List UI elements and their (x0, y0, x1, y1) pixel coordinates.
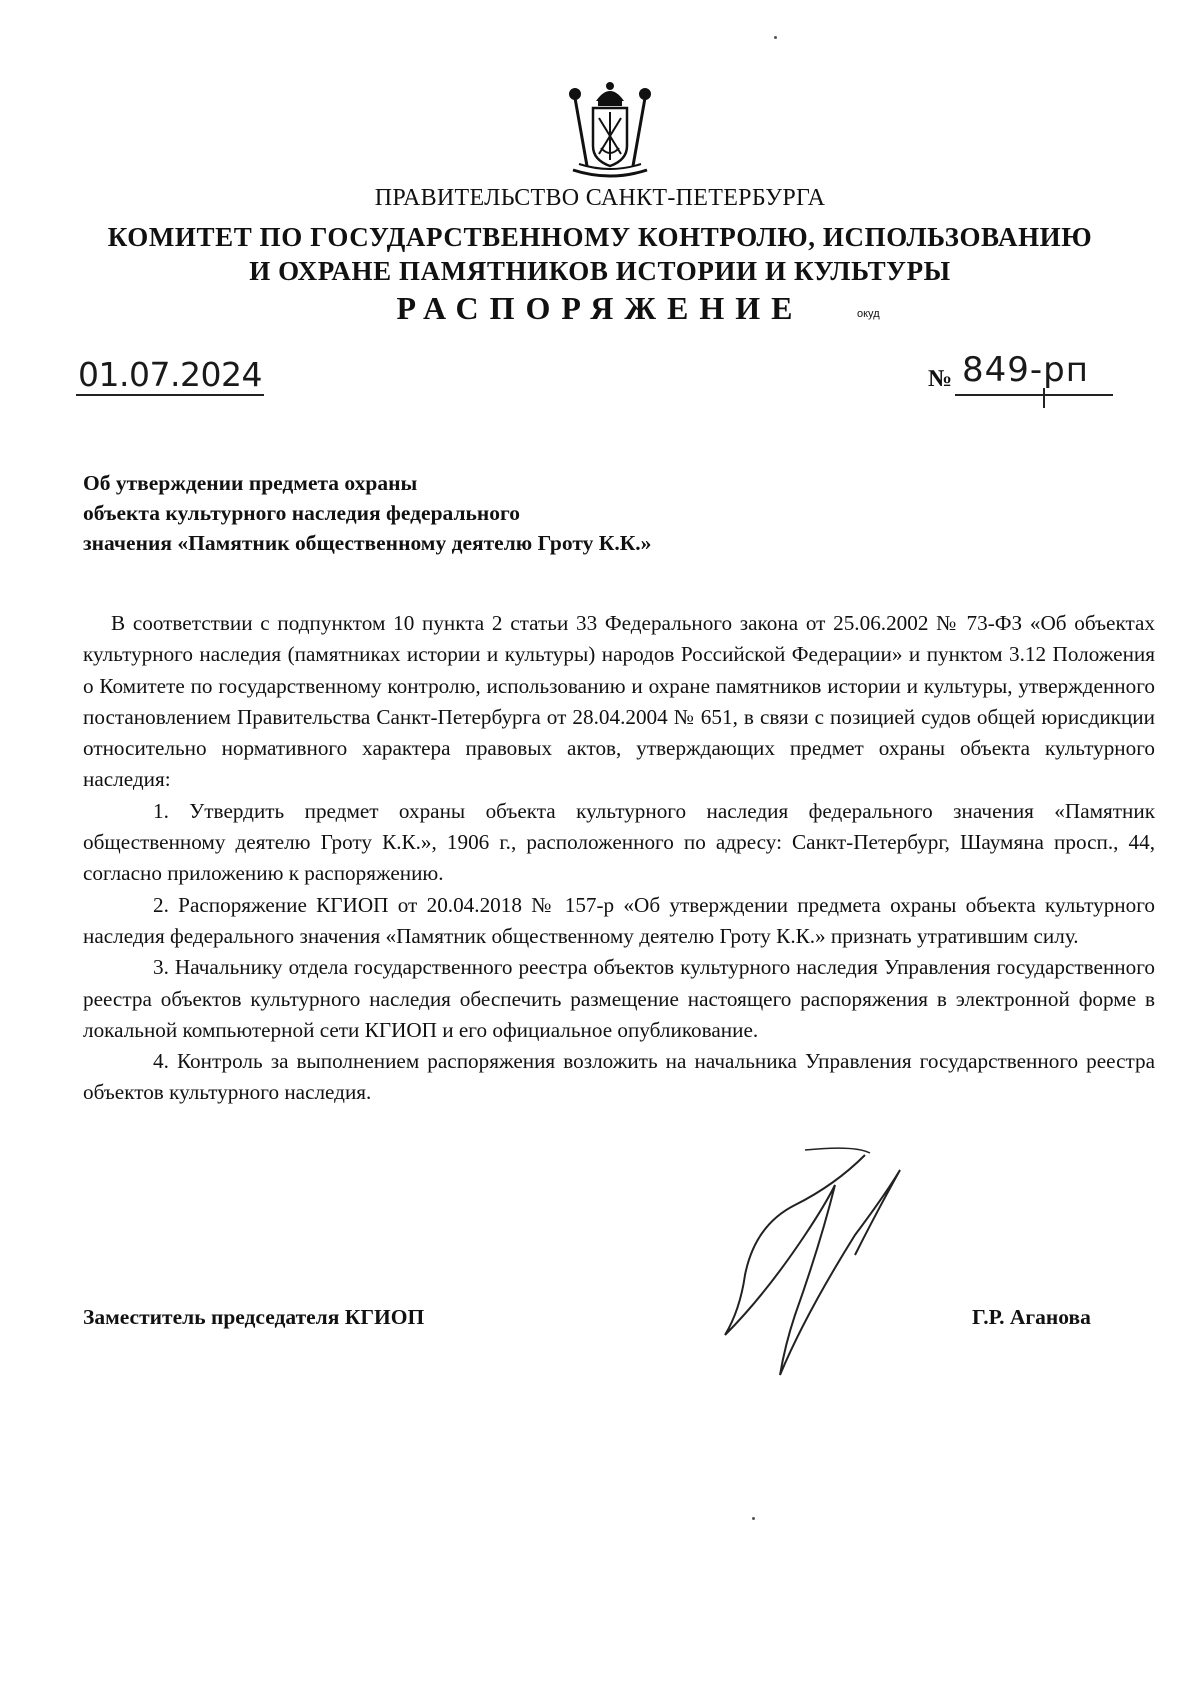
document-date: 01.07.2024 (78, 355, 262, 394)
number-underline (955, 394, 1113, 396)
document-number: 849-рп (962, 350, 1089, 390)
scan-speck (774, 36, 777, 39)
document-body (83, 608, 1155, 1109)
number-sign: № (928, 366, 953, 392)
document-type-title: РАСПОРЯЖЕНИЕ (396, 290, 804, 326)
signer-position: Заместитель председателя КГИОП (83, 1305, 425, 1329)
order-item-1: 1. Утвердить предмет охраны объекта культурного наследия федерального значения «Памятник общественному деятелю Гроту К.К.», 1906 г., расположенного по адресу: Санкт-Петербург, Шаумяна просп., 44, согласно приложению к распоряжению. (83, 798, 1155, 886)
okud-label: окуд (857, 308, 880, 320)
order-item-3: 3. Начальнику отдела государственного реестра объектов культурного наследия Управления государственного реестра объектов культурного наследия обеспечить размещение настоящего распоряжения в электронной форме в локальной компьютерной сети КГИОП и его официальное опубликование. (83, 955, 1155, 1042)
order-item-4: 4. Контроль за выполнением распоряжения возложить на начальника Управления государственного реестра объектов культурного наследия. (83, 1049, 1155, 1105)
government-title: ПРАВИТЕЛЬСТВО САНКТ-ПЕТЕРБУРГА (374, 185, 826, 211)
signer-name: Г.Р. Аганова (972, 1305, 1091, 1329)
order-item-2: 2. Распоряжение КГИОП от 20.04.2018 № 157-р «Об утверждении предмета охраны объекта культурного наследия федерального значения «Памятник общественному деятелю Гроту К.К.» признать утратившим силу. (83, 892, 1155, 948)
preamble-paragraph: В соответствии с подпунктом 10 пункта 2 статьи 33 Федерального закона от 25.06.2002 № 73-ФЗ «Об объектах культурного наследия (памятниках истории и культуры) народов Российской Федерации» и пунктом 3.12 Положения о Комитете по государственному контролю, использованию и охране памятников истории и культуры, утвержденного постановлением Правительства Санкт-Петербурга от 28.04.2004 № 651, в связи с позицией судов общей юрисдикции относительно нормативного характера правовых актов, утверждающих предмет охраны объекта культурного наследия: (83, 611, 1155, 792)
committee-title-line-2: И ОХРАНЕ ПАМЯТНИКОВ ИСТОРИИ И КУЛЬТУРЫ (249, 256, 951, 286)
subject-line: Об утверждении предмета охраны (83, 471, 418, 495)
subject-line: значения «Памятник общественному деятелю Гроту К.К.» (83, 531, 652, 555)
scan-speck (752, 1517, 755, 1520)
subject-line: объекта культурного наследия федерального (83, 501, 521, 525)
number-tick-mark (1043, 388, 1045, 408)
handwritten-signature (685, 1145, 945, 1385)
saint-petersburg-coat-of-arms-icon (565, 78, 655, 182)
committee-title-line-1: КОМИТЕТ ПО ГОСУДАРСТВЕННОМУ КОНТРОЛЮ, ИСПОЛЬЗОВАНИЮ (107, 222, 1093, 252)
document-subject (83, 468, 651, 558)
